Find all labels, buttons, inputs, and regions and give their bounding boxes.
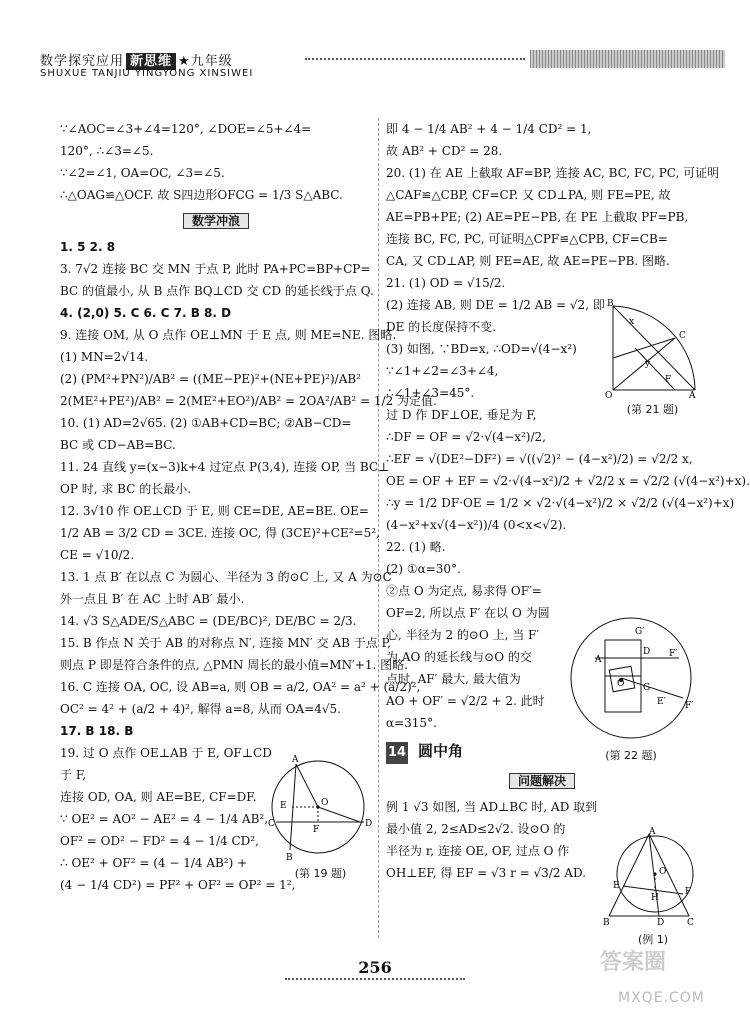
page-header: [40, 40, 720, 80]
text-line: ∴y = 1/2 DF·OE = 1/2 × √2·√(4−x²)/2 × √2/2 (√(4−x²)+x): [386, 496, 735, 510]
text-line: ∵∠AOC=∠3+∠4=120°, ∠DOE=∠5+∠4=: [60, 122, 312, 136]
answer-line: 1. 5 2. 8: [60, 240, 116, 254]
svg-text:A: A: [649, 827, 656, 837]
text-line: OC² = 4² + (a/2 + 4)², 解得 a=8, 从而 OA=4√5.: [60, 702, 341, 716]
figure-example-1-diagram: [603, 828, 703, 928]
svg-text:C: C: [679, 331, 686, 341]
svg-text:F′: F′: [669, 649, 678, 659]
text-line: ∴DF = OF = √2·√(4−x²)/2,: [386, 430, 546, 444]
svg-text:E′: E′: [657, 697, 666, 707]
text-line: AO + OF′ = √2/2 + 2. 此时: [386, 694, 545, 708]
subsection-heading: [386, 770, 698, 792]
answer-line: 10. (1) AD=2√65. (2) ①AB+CD=BC; ②AB−CD=: [60, 416, 352, 430]
text-line: ∵∠1+∠2=∠3+∠4,: [386, 364, 499, 378]
subsection-title: 问题解决: [509, 773, 575, 789]
answer-line: 3. 7√2 连接 BC 交 MN 于点 P, 此时 PA+PC=BP+CP=: [60, 262, 371, 276]
svg-text:C: C: [268, 819, 275, 829]
figure-21-caption: (第 21 题): [626, 403, 679, 416]
section-title: 数学冲浪: [183, 213, 249, 229]
example-line: 例 1 √3 如图, 当 AD⊥BC 时, AD 取到: [386, 800, 598, 814]
text-line: BC 或 CD−AB=BC.: [60, 438, 176, 452]
text-line: (4−x²+x√(4−x²))/4 (0<x<√2).: [386, 518, 567, 532]
text-line: 故 AB² + CD² = 28.: [386, 144, 503, 158]
figure-22-caption: (第 22 题): [605, 749, 657, 762]
figure-19-caption: (第 19 题): [294, 867, 347, 880]
text-line: 最小值 2, 2≤AD≤2√2. 设⊙O 的: [386, 822, 566, 836]
text-line: (2) (PM²+PN²)/AB² = ((ME−PE)²+(NE+PE)²)/AB²: [60, 372, 361, 386]
answer-line: 20. (1) 在 AE 上截取 AF=BP, 连接 AC, BC, FC, PC, 可证明: [386, 166, 720, 180]
text-line: ∴△OAG≌△OCF. 故 S四边形OFCG = 1/3 S△ABC.: [60, 188, 343, 202]
text-line: 即 4 − 1/4 AB² + 4 − 1/4 CD² = 1,: [386, 122, 592, 136]
svg-text:x: x: [629, 317, 635, 327]
svg-text:D: D: [643, 647, 651, 657]
page-number: 256: [358, 958, 392, 977]
svg-text:F: F: [665, 375, 672, 385]
text-line: CE = √10/2.: [60, 548, 135, 562]
svg-text:G′: G′: [635, 627, 645, 637]
brand-part-c: 九年级: [190, 54, 233, 69]
brand-part-b: 新思维: [126, 53, 176, 70]
answer-line: 14. √3 S△ADE/S△ABC = (DE/BC)², DE/BC = 2/3.: [60, 614, 357, 628]
text-line: 于 F,: [60, 768, 87, 782]
answer-line: 21. (1) OD = √15/2.: [386, 276, 506, 290]
answer-line: 13. 1 点 B′ 在以点 C 为圆心、半径为 3 的⊙C 上, 又 A 为⊙C: [60, 570, 392, 584]
text-line: OH⊥EF, 得 EF = √3 r = √3/2 AD.: [386, 866, 586, 880]
text-line: ∴∠1+∠3=45°.: [386, 386, 475, 400]
text-line: (3) 如图, ∵BD=x, ∴OD=√(4−x²): [386, 342, 577, 356]
svg-text:B: B: [607, 299, 614, 309]
brand-part-a: 数学探究应用: [40, 54, 125, 69]
figure-19: [268, 752, 373, 880]
text-line: (2) ①α=30°.: [386, 562, 461, 576]
svg-text:H: H: [651, 893, 659, 903]
svg-text:A: A: [689, 391, 696, 401]
svg-text:G: G: [643, 683, 651, 693]
text-line: 为 AO 的延长线与⊙O 的交: [386, 650, 532, 664]
svg-text:O: O: [321, 798, 329, 808]
text-line: ∴ OE² + OF² = (4 − 1/4 AB²) +: [60, 856, 248, 870]
text-line: 连接 OD, OA, 则 AE=BE, CF=DF.: [60, 790, 257, 804]
figure-21: [605, 298, 700, 418]
star-icon: ★: [178, 54, 191, 69]
text-line: (1) MN=2√14.: [60, 350, 149, 364]
brand-pinyin: SHUXUE TANJIU YINGYONG XINSIWEI: [40, 68, 254, 79]
text-line: OF=2, 所以点 F′ 在以 O 为圆: [386, 606, 550, 620]
figure-22: [565, 612, 697, 762]
text-line: CA, 又 CD⊥AP, 则 FE=AE, 故 AE=PE−PB. 图略.: [386, 254, 670, 268]
svg-text:B: B: [286, 853, 293, 863]
answer-line: 22. (1) 略.: [386, 540, 446, 554]
answer-line: 4. (2,0) 5. C 6. C 7. B 8. D: [60, 306, 232, 320]
svg-text:D: D: [365, 819, 373, 829]
answer-line: 17. B 18. B: [60, 724, 134, 738]
svg-text:F′: F′: [685, 701, 694, 711]
text-line: 1/2 AB = 3/2 CD = 3CE. 连接 OC, 得 (3CE)²+CE²=5²,: [60, 526, 380, 540]
svg-text:E: E: [280, 801, 287, 811]
brand-title: [40, 50, 233, 69]
figure-19-diagram: [268, 752, 373, 862]
answer-line: 16. C 连接 OA, OC, 设 AB=a, 则 OB = a/2, OA² = a² + (a/2)²,: [60, 680, 421, 694]
text-line: 过 D 作 DF⊥OE, 垂足为 F,: [386, 408, 537, 422]
answer-line: 15. B 作点 N 关于 AB 的对称点 N′, 连接 MN′ 交 AB 于点 P,: [60, 636, 391, 650]
text-line: 则点 P 即是符合条件的点, △PMN 周长的最小值=MN′+1. 图略.: [60, 658, 408, 672]
lesson-number: 14: [386, 742, 408, 764]
svg-text:C: C: [687, 918, 694, 928]
text-line: OE = OF + EF = √2·√(4−x²)/2 + √2/2 x = √2/2 (√(4−x²)+x).: [386, 474, 750, 488]
section-heading: [60, 210, 372, 232]
text-line: △CAF≌△CBP, CF=CP. 又 CD⊥PA, 则 FE=PE, 故: [386, 188, 671, 202]
figure-22-diagram: [565, 612, 697, 744]
svg-text:O: O: [605, 391, 613, 401]
svg-text:F: F: [685, 887, 692, 897]
figure-example-1: [603, 828, 703, 950]
text-line: 半径为 r, 连接 OE, OF, 过点 O 作: [386, 844, 570, 858]
svg-text:A: A: [292, 755, 299, 765]
text-line: ∴EF = √(DE²−DF²) = √((√2)² − (4−x²)/2) = √2/2 x,: [386, 452, 693, 466]
text-line: 120°, ∴∠3=∠5.: [60, 144, 154, 158]
text-line: 2(ME²+PE²)/AB² = 2(ME²+EO²)/AB² = 2OA²/AB² = 1/2 为定值.: [60, 394, 437, 408]
text-line: ∵ OE² = AO² − AE² = 4 − 1/4 AB²,: [60, 812, 269, 826]
answer-line: 19. 过 O 点作 OE⊥AB 于 E, OF⊥CD: [60, 746, 272, 760]
answer-line: 12. 3√10 作 OE⊥CD 于 E, 则 CE=DE, AE=BE. OE=: [60, 504, 369, 518]
text-line: (4 − 1/4 CD²) = PF² + OF² = OP² = 1²,: [60, 878, 296, 892]
svg-text:D: D: [657, 918, 665, 928]
answer-line: 11. 24 直线 y=(x−3)k+4 过定点 P(3,4), 连接 OP, 当 BC⊥: [60, 460, 390, 474]
svg-text:E: E: [613, 881, 620, 891]
text-line: 连接 BC, FC, PC, 可证明△CPF≌△CPB, CF=CB=: [386, 232, 668, 246]
header-dotted-rule: [305, 58, 525, 60]
svg-text:B: B: [603, 918, 610, 928]
text-line: OP 时, 求 BC 的长最小.: [60, 482, 192, 496]
text-line: DE 的长度保持不变.: [386, 320, 497, 334]
text-line: ②点 O 为定点, 易求得 OF′=: [386, 584, 542, 598]
text-line: OF² = OD² − FD² = 4 − 1/4 CD²,: [60, 834, 259, 848]
svg-text:O: O: [659, 867, 667, 877]
lesson-title: 圆中角: [418, 742, 464, 760]
watermark-logo: 答案圈: [600, 950, 667, 975]
header-band: [530, 50, 725, 68]
watermark-url: MXQE.COM: [618, 990, 705, 1006]
text-line: 心, 半径为 2 的⊙O 上, 当 F′: [386, 628, 540, 642]
svg-text:A: A: [595, 655, 602, 665]
svg-text:F: F: [313, 825, 320, 835]
figure-21-diagram: [605, 298, 700, 401]
figure-example-1-caption: (例 1): [637, 933, 669, 946]
text-line: ∵∠2=∠1, OA=OC, ∠3=∠5.: [60, 166, 225, 180]
svg-text:y: y: [645, 359, 651, 369]
text-line: 外一点且 B′ 在 AC 上时 AB′ 最小.: [60, 592, 245, 606]
footer-dotted-rule: [285, 978, 465, 980]
svg-text:O: O: [617, 679, 625, 689]
text-line: 点时, AF′ 最大, 最大值为: [386, 672, 521, 686]
text-line: (2) 连接 AB, 则 DE = 1/2 AB = √2, 即: [386, 298, 605, 312]
text-line: α=315°.: [386, 716, 437, 730]
text-line: BC 的值最小, 从 B 点作 BQ⊥CD 交 CD 的延长线于点 Q.: [60, 284, 374, 298]
text-line: AE=PB+PE; (2) AE=PE−PB, 在 PE 上截取 PF=PB,: [386, 210, 689, 224]
right-column: [386, 118, 750, 884]
answer-line: 9. 连接 OM, 从 O 点作 OE⊥MN 于 E 点, 则 ME=NE. 图略.: [60, 328, 397, 342]
